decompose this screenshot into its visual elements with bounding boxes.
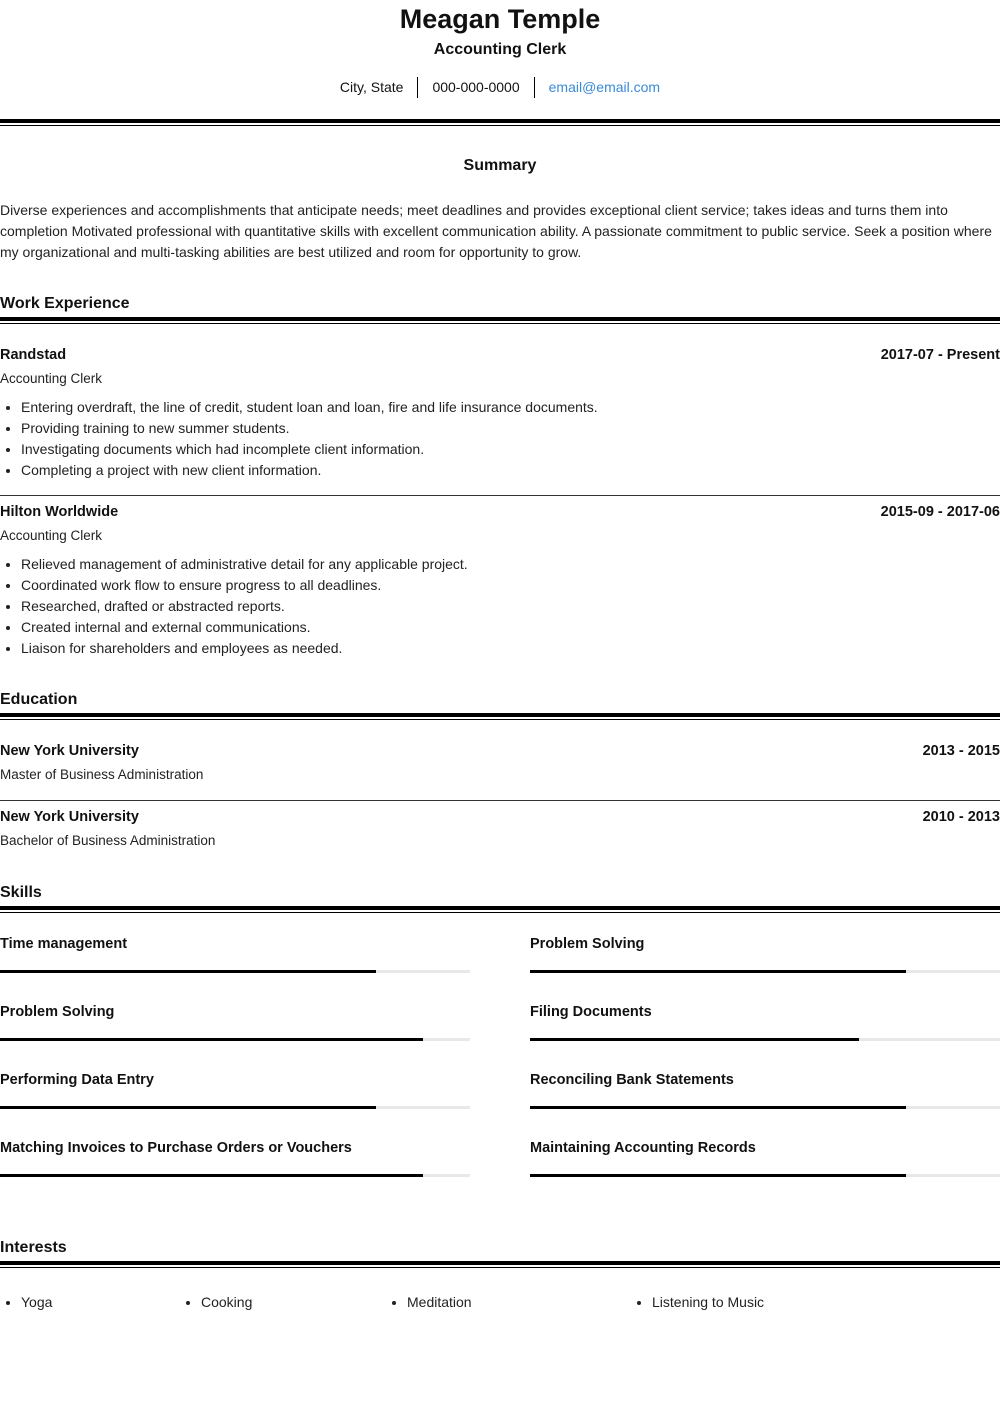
education-heading: Education [0, 691, 78, 708]
divider [0, 317, 1000, 324]
candidate-name: Meagan Temple [399, 4, 601, 34]
work-heading: Work Experience [0, 295, 130, 312]
skill-item [530, 1140, 1000, 1177]
skill-name: Performing Data Entry [0, 1072, 154, 1088]
school-name: New York University [0, 743, 139, 759]
skill-level-bar [0, 1174, 470, 1177]
skill-level-fill [530, 1174, 906, 1177]
skill-name: Problem Solving [0, 1004, 115, 1020]
skill-item [530, 936, 1000, 973]
skill-level-bar [0, 1106, 470, 1109]
skill-name: Maintaining Accounting Records [530, 1140, 756, 1156]
skill-level-fill [0, 970, 376, 973]
skill-level-fill [530, 1038, 859, 1041]
skill-name: Reconciling Bank Statements [530, 1072, 734, 1088]
summary-heading: Summary [463, 157, 537, 174]
bullet-item: • Investigating documents which had incomplete client information. [21, 439, 598, 460]
skill-level-bar [530, 1038, 1000, 1041]
skill-item [530, 1072, 1000, 1109]
skill-name: Problem Solving [530, 936, 645, 952]
job-role: Accounting Clerk [0, 371, 103, 386]
skill-item [0, 1072, 470, 1109]
skill-item [0, 936, 470, 973]
skill-level-bar [0, 970, 470, 973]
skill-item [530, 1004, 1000, 1041]
bullet-item: • Researched, drafted or abstracted reports. [21, 596, 468, 617]
contact-info [0, 77, 1000, 98]
interest-item: • Meditation [407, 1292, 472, 1313]
skill-level-bar [0, 1038, 470, 1041]
education-divider [0, 800, 1000, 801]
summary-text: Diverse experiences and accomplishments that anticipate needs; meet deadlines and provides exceptional client service; takes ideas and turns them into completion Motivated professional with quantitative skills with excellent communication ability. A passionate commitment to public service. Seek a position where my organizational and multi-tasking abilities are best utilized and room for opportunity to grow. [0, 202, 992, 260]
skills-heading: Skills [0, 884, 42, 901]
interest-item: • Cooking [201, 1292, 252, 1313]
phone: 000-000-0000 [417, 77, 533, 98]
bullet-item: • Providing training to new summer students. [21, 418, 598, 439]
bullet-item: • Entering overdraft, the line of credit, student loan and loan, fire and life insurance documents. [21, 397, 598, 418]
interest-item: • Listening to Music [652, 1292, 764, 1313]
skill-level-bar [530, 1174, 1000, 1177]
job-divider [0, 495, 1000, 496]
skill-level-fill [530, 1106, 906, 1109]
company-name: Randstad [0, 347, 67, 363]
skill-name: Matching Invoices to Purchase Orders or Vouchers [0, 1140, 352, 1156]
bullet-item: • Relieved management of administrative detail for any applicable project. [21, 554, 468, 575]
company-name: Hilton Worldwide [0, 504, 119, 520]
divider [0, 906, 1000, 913]
skill-level-bar [530, 970, 1000, 973]
skill-level-bar [530, 1106, 1000, 1109]
skill-item [0, 1004, 470, 1041]
bullet-item: • Completing a project with new client information. [21, 460, 598, 481]
degree: Bachelor of Business Administration [0, 833, 216, 848]
job-bullets [0, 397, 598, 481]
divider [0, 1261, 1000, 1268]
school-name: New York University [0, 809, 139, 825]
candidate-title: Accounting Clerk [433, 41, 567, 58]
education-dates: 2013 - 2015 [922, 743, 1000, 759]
skill-level-fill [0, 1038, 423, 1041]
job-dates: 2015-09 - 2017-06 [880, 504, 1000, 520]
skill-name: Filing Documents [530, 1004, 652, 1020]
interests-heading: Interests [0, 1239, 67, 1256]
degree: Master of Business Administration [0, 767, 204, 782]
job-dates: 2017-07 - Present [880, 347, 1000, 363]
skill-level-fill [530, 970, 906, 973]
divider [0, 119, 1000, 126]
divider [0, 713, 1000, 720]
bullet-item: • Created internal and external communications. [21, 617, 468, 638]
bullet-item: • Liaison for shareholders and employees as needed. [21, 638, 468, 659]
skill-level-fill [0, 1106, 376, 1109]
skill-level-fill [0, 1174, 423, 1177]
job-role: Accounting Clerk [0, 528, 103, 543]
email-link[interactable]: email@email.com [548, 79, 661, 95]
location: City, State [339, 79, 404, 95]
job-bullets [0, 554, 468, 659]
bullet-item: • Coordinated work flow to ensure progress to all deadlines. [21, 575, 468, 596]
skill-item [0, 1140, 470, 1177]
skill-name: Time management [0, 936, 128, 952]
education-dates: 2010 - 2013 [922, 809, 1000, 825]
interest-item: • Yoga [21, 1292, 52, 1313]
